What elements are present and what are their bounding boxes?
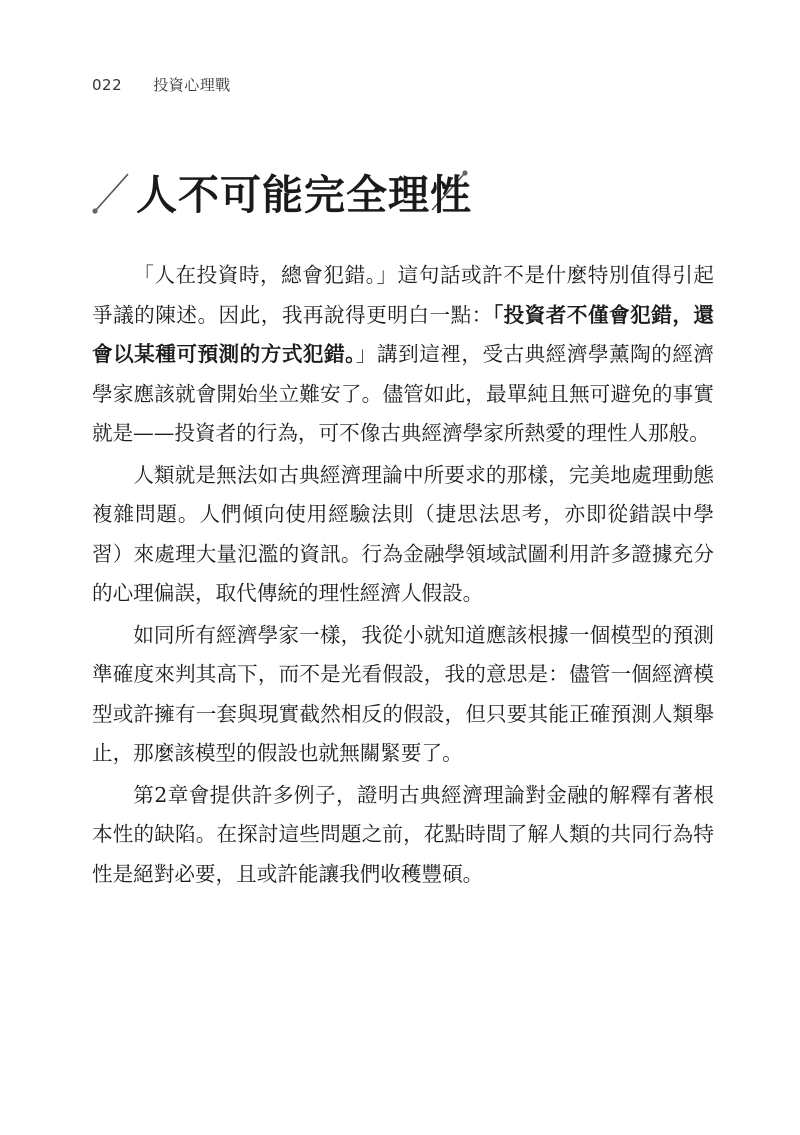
paragraph-1-rest: 」講到這裡，受古典經濟學薰陶的經濟學家應該就會開始坐立難安了。儘管如此，最單純且無可避免的事實就是——投資者的行為，可不像古典經濟學家所熱愛的理性人那般。 [92,342,715,445]
paragraph-2: 人類就是無法如古典經濟理論中所要求的那樣，完美地處理動態複雜問題。人們傾向使用經驗法則（捷思法思考，亦即從錯誤中學習）來處理大量氾濫的資訊。行為金融學領域試圖利用許多證據充分的心理偏誤，取代傳統的理性經濟人假設。 [92,462,714,605]
paragraph-4: 第2章會提供許多例子，證明古典經濟理論對金融的解釋有著根本性的缺陷。在探討這些問題之前，花點時間了解人類的共同行為特性是絕對必要，且或許能讓我們收穫豐碩。 [92,782,714,886]
section-heading [90,156,510,220]
page-number: 022 [92,76,123,94]
paragraph-1-lead: 「人在投資時，總會犯錯。」這句話或許不是什麼特別值得引起爭議的陳述。因此，我再說得更明白一點： [92,263,714,327]
book-title: 投資心理戰 [153,76,231,94]
paragraph-3: 如同所有經濟學家一樣，我從小就知道應該根據一個模型的預測準確度來判其高下，而不是光看假設，我的意思是：儘管一個經濟模型或許擁有一套與現實截然相反的假設，但只要其能正確預測人類舉止，那麼該模型的假設也就無關緊要了。 [92,622,714,765]
running-head [92,74,231,95]
body-text [92,256,714,896]
paragraph-1 [92,256,714,454]
paragraph-1-emphasis: 「投資者不僅會犯錯，還會以某種可預測的方式犯錯。 [92,302,715,366]
section-title: 人不可能完全理性 [136,171,472,219]
